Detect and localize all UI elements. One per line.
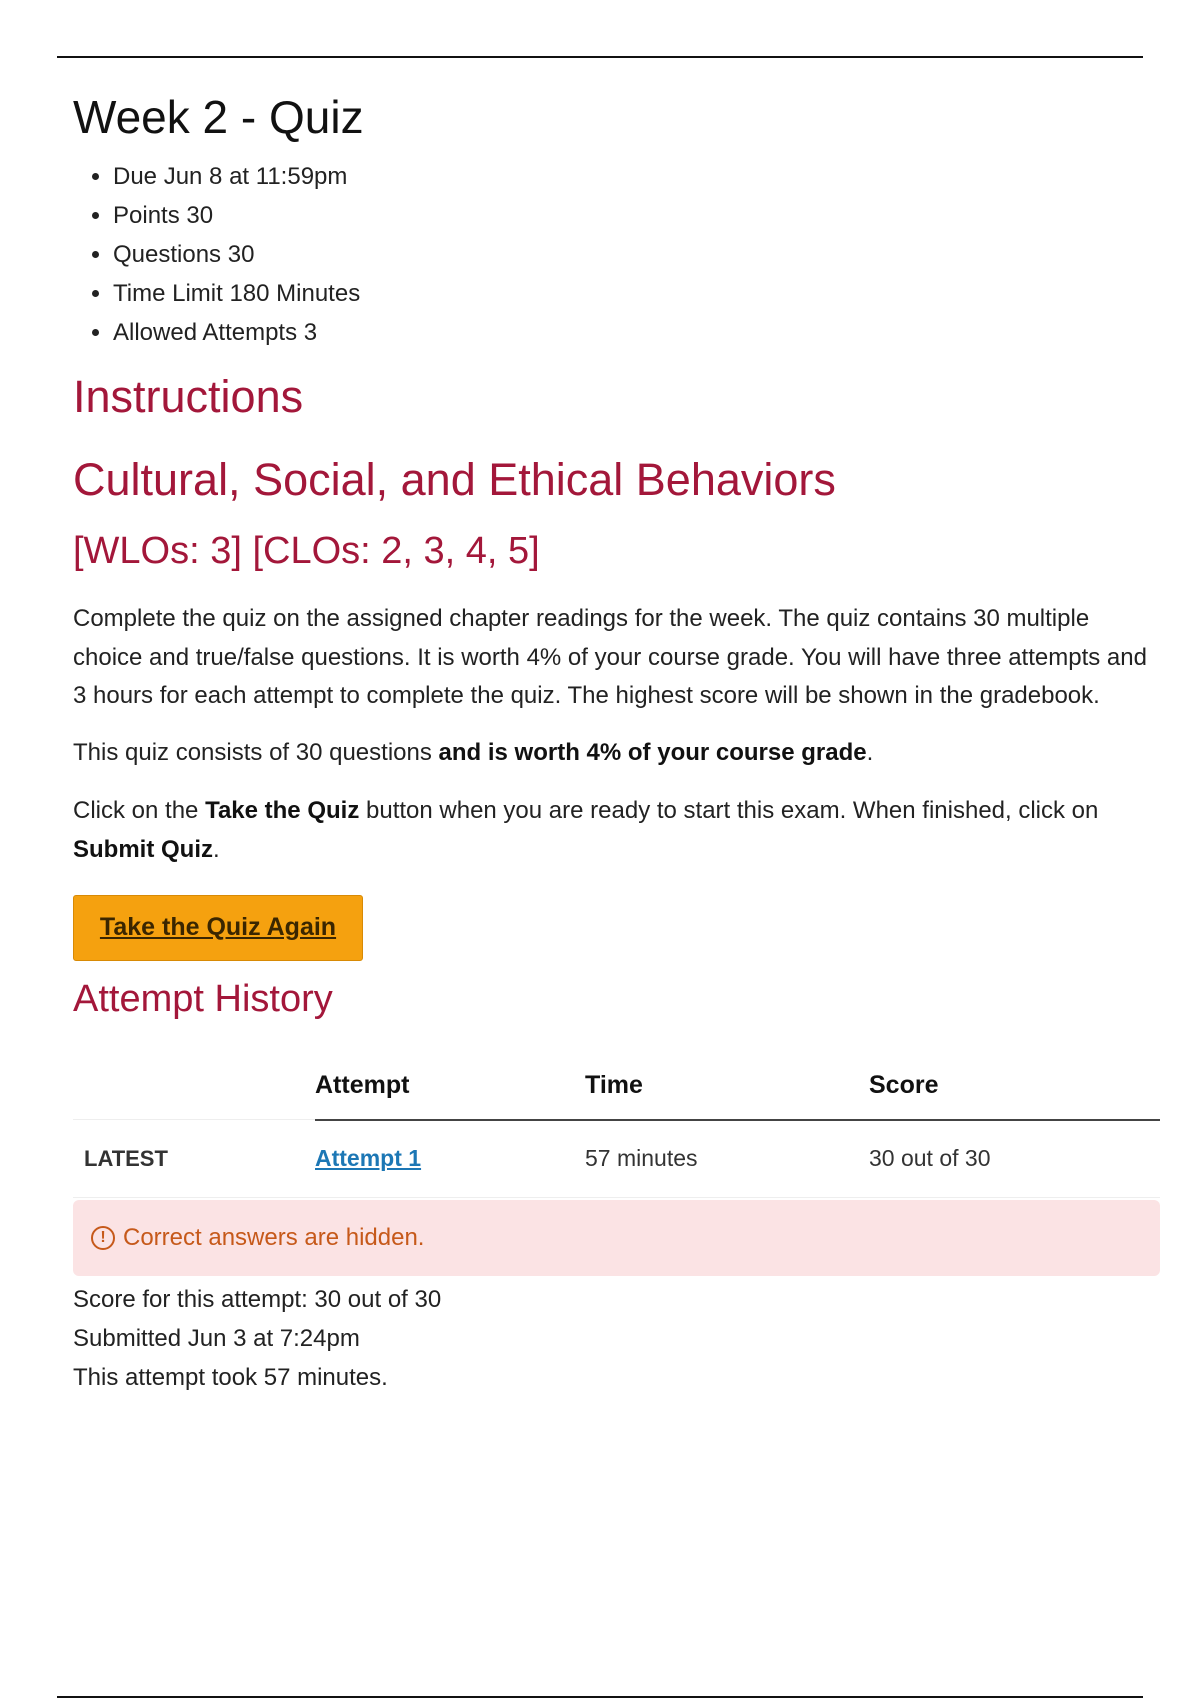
points: • Points 30 — [113, 196, 1163, 235]
due-date: • Due Jun 8 at 11:59pm — [113, 157, 1163, 196]
hidden-answers-alert — [73, 1200, 1160, 1276]
attempt-submitted: Submitted Jun 3 at 7:24pm — [73, 1324, 360, 1352]
table-header-row — [73, 1053, 1160, 1120]
score-cell: 30 out of 30 — [869, 1120, 1160, 1198]
quiz-content — [73, 92, 1163, 1397]
worth-paragraph — [73, 734, 1163, 773]
click-instructions-paragraph — [73, 792, 1163, 869]
take-quiz-again-button[interactable]: Take the Quiz Again — [73, 895, 363, 961]
allowed-attempts: • Allowed Attempts 3 — [113, 313, 1163, 352]
attempt-history-table — [73, 1053, 1160, 1198]
instructions-paragraph: Complete the quiz on the assigned chapter readings for the week. The quiz contains 30 multiple choice and true/false questions. It is worth 4% of your course grade. You will have three attempts and 3 hours for each attempt to complete the quiz. The highest score will be shown in the gradebook. — [73, 605, 1147, 710]
click-text-2: button when you are ready to start this exam. When finished, click on — [359, 797, 1099, 825]
latest-label: LATEST — [73, 1120, 315, 1198]
bottom-divider — [57, 1696, 1143, 1698]
attempt-1-link[interactable]: Attempt 1 — [315, 1145, 422, 1172]
table-row — [73, 1120, 1160, 1198]
header-blank — [73, 1053, 315, 1120]
quiz-title: Week 2 - Quiz — [73, 91, 364, 143]
worth-text: This quiz consists of 30 questions — [73, 738, 439, 766]
alert-message: Correct answers are hidden. — [123, 1223, 425, 1251]
exclamation-circle-icon: ! — [91, 1226, 115, 1250]
topic-heading: Cultural, Social, and Ethical Behaviors — [73, 453, 836, 505]
top-divider — [57, 56, 1143, 58]
attempt-duration: This attempt took 57 minutes. — [73, 1363, 388, 1391]
time-cell: 57 minutes — [585, 1120, 869, 1198]
worth-end: . — [866, 738, 874, 766]
attempt-cell — [315, 1120, 585, 1198]
submit-quiz-bold: Submit Quiz — [73, 835, 213, 863]
click-end: . — [213, 835, 220, 863]
header-time: Time — [585, 1053, 869, 1120]
click-text-1: Click on the — [73, 797, 206, 825]
time-limit: • Time Limit 180 Minutes — [113, 274, 1163, 313]
worth-bold-text: and is worth 4% of your course grade — [438, 738, 867, 766]
header-attempt: Attempt — [315, 1053, 585, 1120]
quiz-details-list — [73, 157, 1163, 352]
attempt-history-heading: Attempt History — [73, 978, 333, 1021]
header-score: Score — [869, 1053, 1160, 1120]
attempt-score: Score for this attempt: 30 out of 30 — [73, 1285, 442, 1313]
learning-outcomes: [WLOs: 3] [CLOs: 2, 3, 4, 5] — [73, 529, 540, 572]
take-quiz-bold: Take the Quiz — [205, 797, 360, 825]
attempt-summary — [73, 1280, 1163, 1397]
instructions-heading: Instructions — [73, 370, 304, 422]
question-count: • Questions 30 — [113, 235, 1163, 274]
